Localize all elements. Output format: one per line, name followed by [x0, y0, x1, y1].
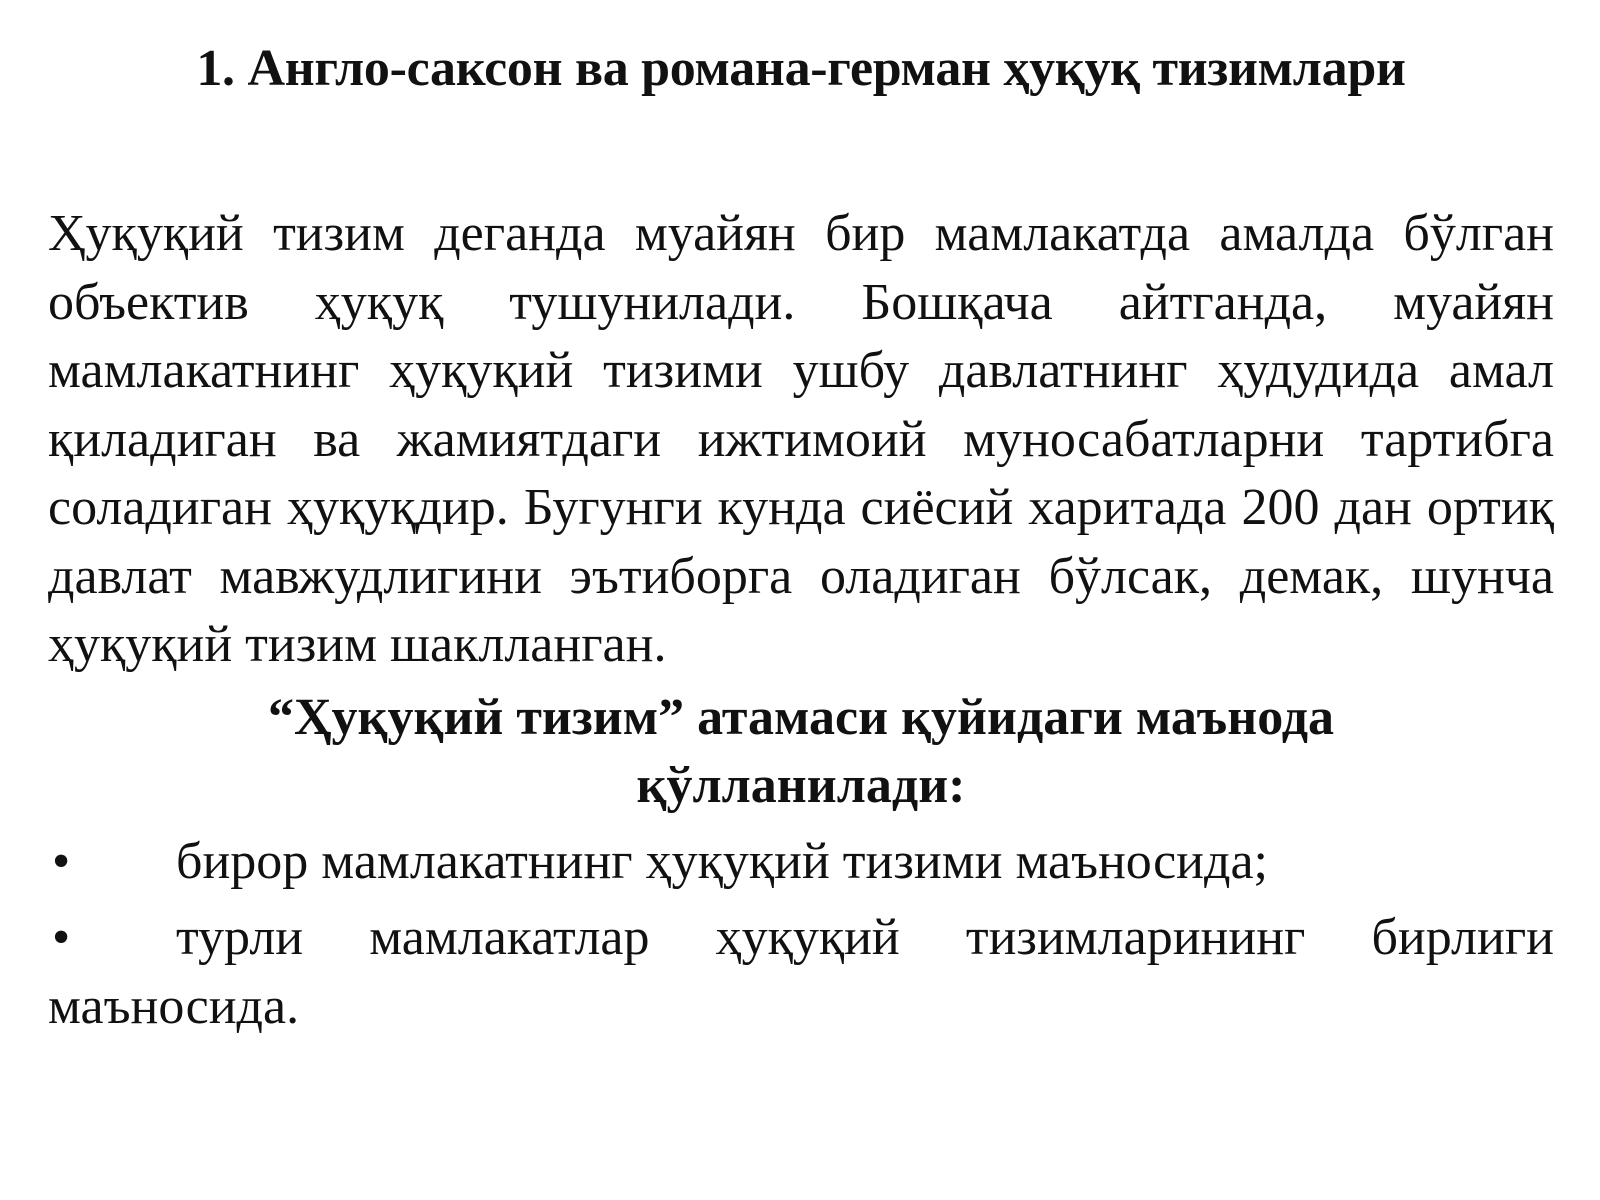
bullet-text: бирор мамлакатнинг ҳуқуқий тизими маъносида; [176, 832, 1268, 890]
bullet-text: турли мамлакатлар ҳуқуқий тизимларининг бирлиги маъносида. [48, 909, 1554, 1035]
body-paragraph: Ҳуқуқий тизим деганда муайян бир мамлакатда амалда бўлган объектив ҳуқуқ тушунилади. Бошқача айтганда, муайян мамлакатнинг ҳуқуқий тизими ушбу давлатнинг ҳудудида амал қиладиган ва жамиятдаги ижтимоий муносабатларни тартибга соладиган ҳуқуқдир. Бугунги кунда сиёсий харитада 200 дан ортиқ давлат мавжудлигини эътиборга оладиган бўлсак, демак, шунча ҳуқуқий тизим шаклланган. [48, 205, 1554, 673]
bullet-list [48, 828, 1554, 1042]
list-item [48, 828, 1554, 897]
page-title: 1. Англо-саксон ва романа-герман ҳуқуқ тизимлари [196, 40, 1406, 97]
bullet-marker: • [52, 832, 71, 890]
section-subheading: “Ҳуқуқий тизим” атамаси қуйидаги маънода қўлланилади: [267, 688, 1335, 814]
list-item [48, 904, 1554, 1041]
bullet-marker: • [52, 909, 71, 966]
